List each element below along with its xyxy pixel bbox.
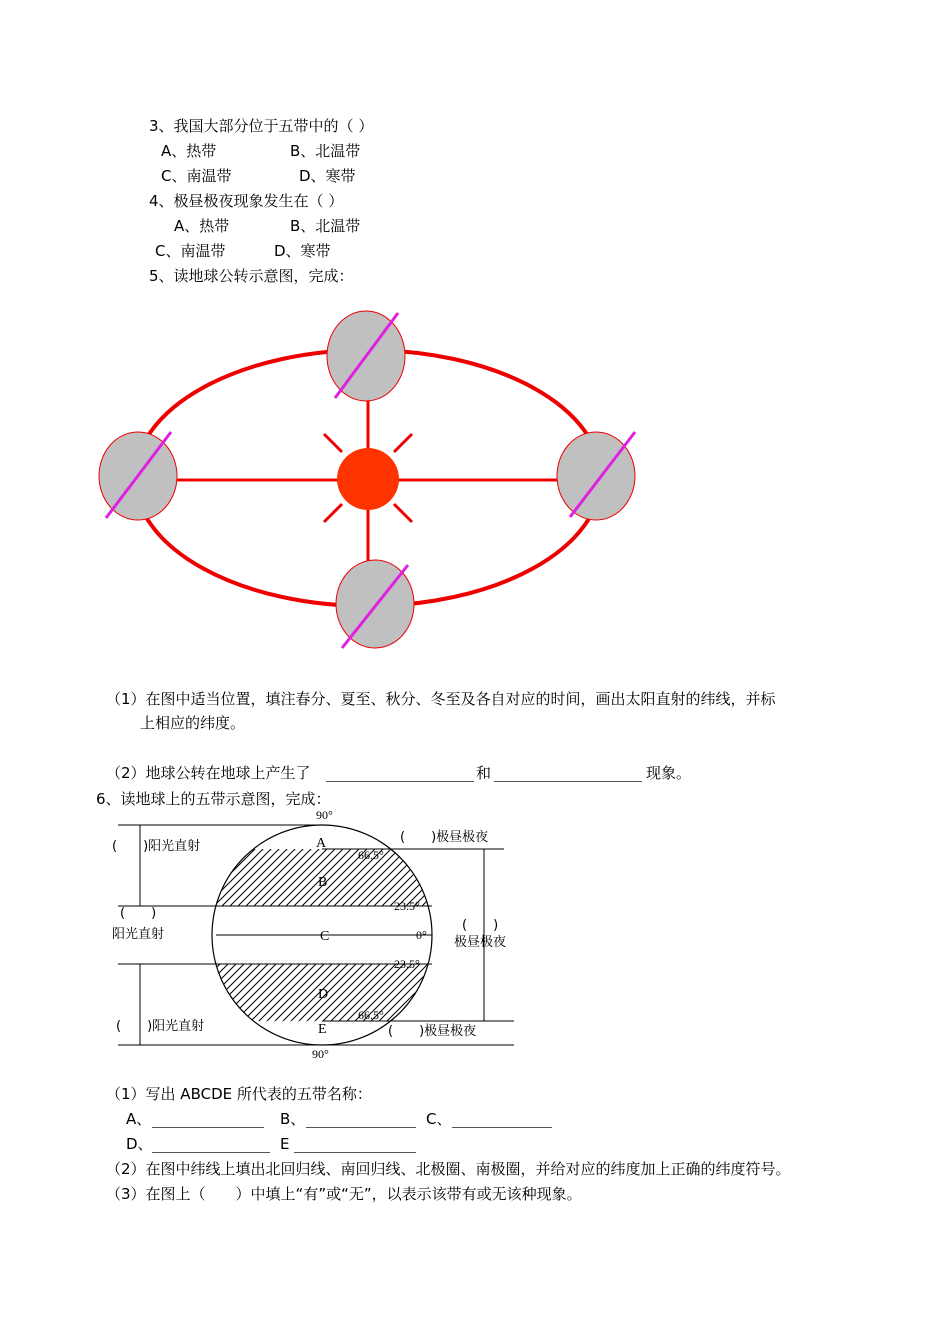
- q4-option-d: D、寒带: [274, 242, 331, 260]
- q6-part3: （3）在图上（ ）中填上“有”或“无”，以表示该带有或无该种现象。: [106, 1185, 582, 1203]
- mid-right-polar-label: 极昼极夜: [454, 935, 507, 950]
- q6-blank-a[interactable]: [152, 1126, 264, 1128]
- q6-blank-b[interactable]: [306, 1126, 416, 1128]
- lat-66s-label: 66.5°: [358, 1008, 384, 1022]
- q3-option-d: D、寒带: [299, 167, 356, 185]
- mid-right-paren: ( ): [462, 918, 499, 933]
- q5-part2-and: 和: [476, 764, 492, 782]
- q3-option-b: B、北温带: [290, 142, 361, 160]
- q5-part2-prefix: （2）地球公转在地球上产生了: [106, 764, 311, 782]
- q6-blank-b-label: B、: [280, 1110, 306, 1128]
- bottom-right-polar-label: ( )极昼极夜: [388, 1024, 477, 1039]
- zone-d-label: D: [318, 987, 329, 1002]
- q5-part2-suffix: 现象。: [646, 764, 692, 782]
- lat-23n-label: 23.5°: [394, 899, 420, 913]
- q3-option-c: C、南温带: [161, 167, 232, 185]
- q3-question: 3、我国大部分位于五带中的（ ）: [149, 117, 374, 135]
- q4-question: 4、极昼极夜现象发生在（ ）: [149, 192, 344, 210]
- zone-b-label: B: [318, 875, 328, 890]
- q6-blank-e-label: E: [280, 1135, 290, 1153]
- sun: [337, 448, 399, 510]
- q5-blank-1[interactable]: [326, 780, 474, 782]
- q6-part2: （2）在图中纬线上填出北回归线、南回归线、北极圈、南极圈，并给对应的纬度加上正确的纬度符号。: [106, 1160, 791, 1178]
- bottom-deg-label: 90°: [312, 1047, 329, 1061]
- q6-blank-e[interactable]: [294, 1151, 416, 1153]
- top-left-sun-label: ( )阳光直射: [112, 839, 201, 854]
- q5-part1-line1: （1）在图中适当位置，填注春分、夏至、秋分、冬至及各自对应的时间，画出太阳直射的纬线，并标: [106, 690, 776, 708]
- mid-left-sun-label: 阳光直射: [112, 927, 165, 942]
- top-right-polar-label: ( )极昼极夜: [400, 830, 489, 845]
- q6-blank-c-label: C、: [426, 1110, 452, 1128]
- lat-66n-label: 66.5°: [358, 848, 384, 862]
- q5-part1-line2: 上相应的纬度。: [140, 714, 246, 732]
- top-deg-label: 90°: [316, 808, 333, 822]
- q3-option-a: A、热带: [161, 142, 217, 160]
- q5-question: 5、读地球公转示意图，完成：: [149, 267, 354, 285]
- lat-23s-label: 23.5°: [394, 957, 420, 971]
- zone-e-label: E: [318, 1022, 327, 1037]
- q5-blank-2[interactable]: [494, 780, 642, 782]
- q6-part1: （1）写出 ABCDE 所代表的五带名称：: [106, 1085, 372, 1103]
- zone-a-label: A: [316, 836, 327, 851]
- q6-blank-d-label: D、: [126, 1135, 153, 1153]
- zone-c-label: C: [320, 929, 330, 944]
- q6-blank-c[interactable]: [452, 1126, 552, 1128]
- bottom-left-sun-label: ( )阳光直射: [116, 1019, 205, 1034]
- q4-option-c: C、南温带: [155, 242, 226, 260]
- q6-blank-d[interactable]: [152, 1151, 270, 1153]
- q4-option-a: A、热带: [174, 217, 230, 235]
- q6-blank-a-label: A、: [126, 1110, 152, 1128]
- q4-option-b: B、北温带: [290, 217, 361, 235]
- q6-question: 6、读地球上的五带示意图，完成：: [96, 790, 331, 808]
- lat-0-label: 0°: [416, 928, 427, 942]
- mid-left-paren: ( ): [120, 906, 157, 921]
